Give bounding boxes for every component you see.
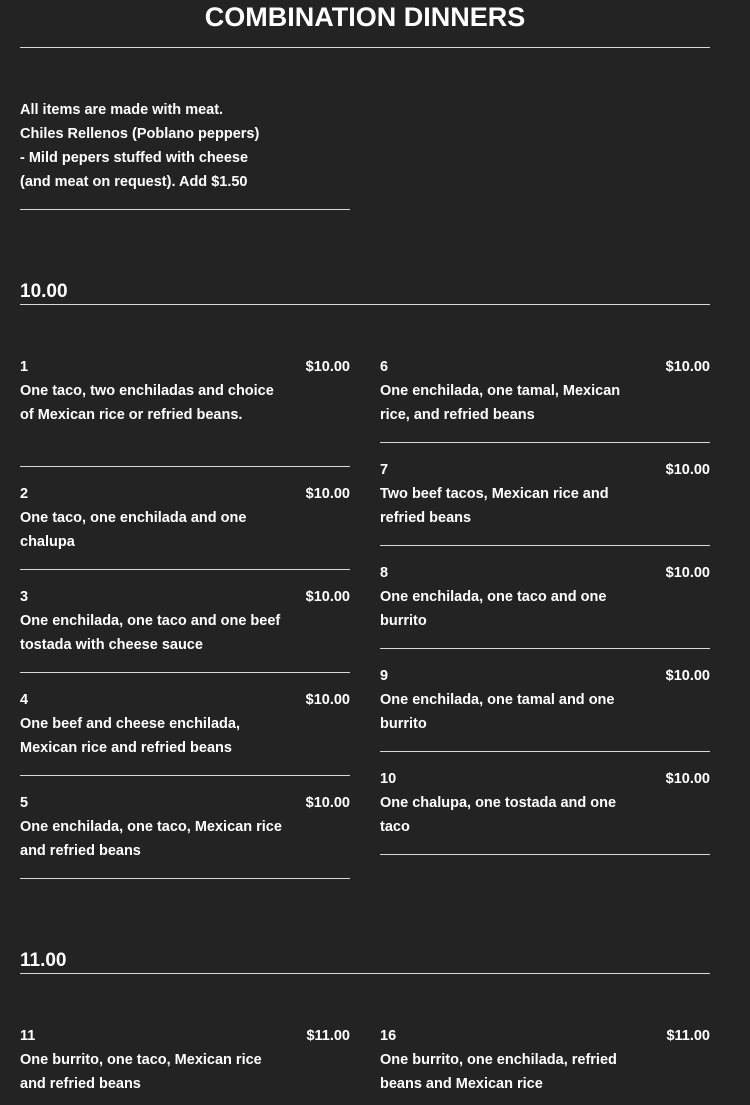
intro-line: Chiles Rellenos (Poblano peppers) bbox=[20, 126, 260, 142]
item-number: 16 bbox=[380, 1028, 397, 1044]
item-number: 3 bbox=[20, 589, 29, 605]
item-price: $10.00 bbox=[305, 486, 350, 502]
item-price: $11.00 bbox=[306, 1028, 350, 1044]
item-description: One enchilada, one taco and one beef tostada with cheese sauce bbox=[20, 613, 281, 653]
item-description: One burrito, one enchilada, refried beans and Mexican rice bbox=[380, 1052, 617, 1092]
item-price: $10.00 bbox=[665, 771, 710, 787]
item-description: One chalupa, one tostada and one taco bbox=[380, 795, 617, 835]
intro-divider bbox=[20, 209, 350, 210]
item-number: 6 bbox=[380, 359, 389, 375]
item-description: One enchilada, one taco, Mexican rice and refried beans bbox=[20, 819, 282, 859]
item-description: One enchilada, one taco and one burrito bbox=[380, 589, 607, 629]
item-number: 1 bbox=[20, 359, 29, 375]
item-price: $10.00 bbox=[305, 589, 350, 605]
item-divider bbox=[20, 569, 350, 570]
item-description: One enchilada, one tamal, Mexican rice, and refried beans bbox=[380, 383, 621, 423]
page-title: COMBINATION DINNERS bbox=[204, 2, 526, 32]
item-number: 8 bbox=[380, 565, 389, 581]
intro-line: - Mild pepers stuffed with cheese bbox=[20, 150, 249, 166]
item-description: One beef and cheese enchilada, Mexican rice and refried beans bbox=[20, 716, 240, 756]
item-divider bbox=[20, 466, 350, 467]
section-divider-11 bbox=[20, 973, 710, 974]
item-number: 4 bbox=[20, 692, 29, 708]
item-divider bbox=[380, 751, 710, 752]
item-description: One burrito, one taco, Mexican rice and refried beans bbox=[20, 1052, 262, 1092]
item-price: $10.00 bbox=[665, 359, 710, 375]
item-divider bbox=[380, 442, 710, 443]
item-divider bbox=[380, 545, 710, 546]
item-number: 9 bbox=[380, 668, 389, 684]
section-title-10: 10.00 bbox=[20, 281, 68, 302]
item-divider bbox=[380, 648, 710, 649]
item-price: $10.00 bbox=[305, 692, 350, 708]
section-title-11: 11.00 bbox=[20, 950, 67, 971]
item-price: $10.00 bbox=[305, 359, 350, 375]
section-divider-10 bbox=[20, 304, 710, 305]
item-number: 2 bbox=[20, 486, 29, 502]
item-number: 11 bbox=[20, 1028, 36, 1044]
intro-line: All items are made with meat. bbox=[20, 102, 224, 118]
intro-line: (and meat on request). Add $1.50 bbox=[20, 174, 248, 190]
item-description: Two beef tacos, Mexican rice and refried beans bbox=[380, 486, 609, 526]
item-divider bbox=[20, 672, 350, 673]
item-divider bbox=[20, 878, 350, 879]
item-number: 5 bbox=[20, 795, 29, 811]
item-divider bbox=[20, 775, 350, 776]
item-number: 10 bbox=[380, 771, 397, 787]
item-number: 7 bbox=[380, 462, 389, 478]
item-divider bbox=[380, 854, 710, 855]
item-description: One taco, one enchilada and one chalupa bbox=[20, 510, 247, 550]
intro-note bbox=[20, 98, 350, 194]
item-price: $10.00 bbox=[665, 462, 710, 478]
item-description: One enchilada, one tamal and one burrito bbox=[380, 692, 615, 732]
item-price: $10.00 bbox=[305, 795, 350, 811]
item-description: One taco, two enchiladas and choice of Mexican rice or refried beans. bbox=[20, 383, 274, 423]
item-price: $10.00 bbox=[665, 565, 710, 581]
title-divider bbox=[20, 47, 710, 48]
item-price: $10.00 bbox=[665, 668, 710, 684]
item-price: $11.00 bbox=[666, 1028, 710, 1044]
